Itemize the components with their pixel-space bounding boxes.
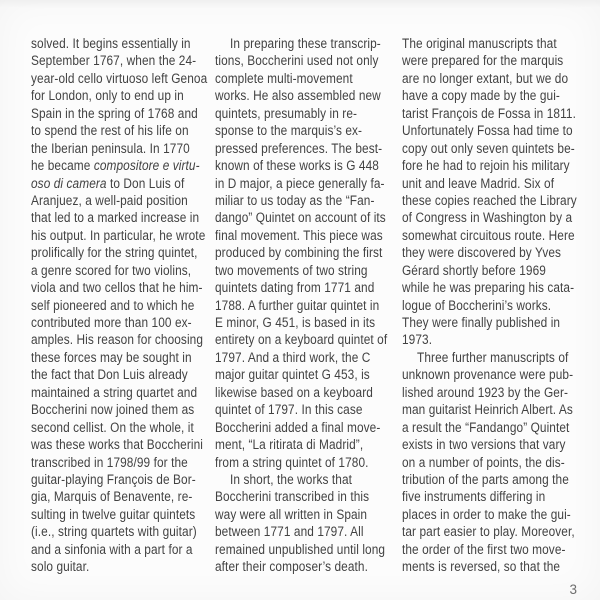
text-line: maintained a string quartet and <box>31 384 198 400</box>
text-line: In preparing these transcrip- <box>230 36 381 51</box>
text-line: quintets, presumably in re- <box>215 105 358 121</box>
text-line: gia, Marquis of Benavente, re- <box>31 489 193 505</box>
text-line: lished around 1923 by the Ger- <box>402 384 569 400</box>
text-line: miliar to us today as the “Fan- <box>215 192 375 208</box>
text-line: The original manuscripts that <box>402 36 557 51</box>
text-line: two movements of two string <box>215 262 368 278</box>
text-line: solo guitar. <box>31 559 90 575</box>
text-line: the fact that Don Luis already <box>31 367 188 383</box>
text-line: five instruments differing in <box>402 489 546 505</box>
text-line: 1797. And a third work, the C <box>215 349 371 365</box>
text-line: produced by combining the first <box>215 245 383 261</box>
text-line: tarist François de Fossa in 1811. <box>402 105 576 121</box>
text-line: quintets dating from 1771 and <box>215 280 375 296</box>
text-line: and a sinfonia with a part for a <box>31 541 193 557</box>
text-line: second cellist. On the whole, it <box>31 419 194 435</box>
text-line: 1973. <box>402 332 433 348</box>
text-line: transcribed in 1798/99 for the <box>31 454 188 470</box>
text-line: known of these works is G 448 <box>215 158 379 174</box>
text-line: his output. In particular, he wrote <box>31 227 206 243</box>
text-line: Boccherini transcribed in this <box>215 489 370 505</box>
text-line: quintet of 1797. In this case <box>215 402 363 418</box>
text-line: (i.e., string quartets with guitar) <box>31 524 197 540</box>
text-line: remained unpublished until long <box>215 541 386 557</box>
text-line: exists in two versions that vary <box>402 437 566 453</box>
text-line: unit and leave Madrid. Six of <box>402 175 555 191</box>
text-line: after their composer’s death. <box>215 559 368 575</box>
text-line: a result the “Fandango” Quintet <box>402 419 570 435</box>
text-line: these copies reached the Library <box>402 192 577 208</box>
text-line: complete multi-movement <box>215 70 353 86</box>
text-line: amples. His reason for choosing <box>31 332 204 348</box>
text-line: was these works that Boccherini <box>31 437 204 453</box>
text-line: that led to a marked increase in <box>31 210 200 226</box>
text-line: viola and two cellos that he him- <box>31 280 203 296</box>
text-line: Boccherini added a final move- <box>215 419 381 435</box>
text-line: Aranjuez, a well-paid position <box>31 192 188 208</box>
text-line: tar part easier to play. Moreover, <box>402 524 575 540</box>
text-line: oso di camera to Don Luis of <box>31 175 185 191</box>
text-line: works. He also assembled new <box>215 88 381 104</box>
text-line: pressed preferences. The best- <box>215 140 383 156</box>
text-line: Unfortunately Fossa had time to <box>402 123 573 139</box>
text-line: sponse to the marquis’s ex- <box>215 123 363 139</box>
text-line: prolifically for the string quintet, <box>31 245 198 261</box>
text-line: sulting in twelve guitar quintets <box>31 506 196 522</box>
text-line: a genre scored for two violins, <box>31 262 192 278</box>
text-line: major guitar quintet G 453, is <box>215 367 370 383</box>
text-line: They were finally published in <box>402 315 561 330</box>
text-line: fore he had to rejoin his military <box>402 158 570 174</box>
text-line: Spain in the spring of 1768 and <box>31 105 198 121</box>
text-line: copy out only seven quintets be- <box>402 140 575 156</box>
text-line: places in order to make the gui- <box>402 506 571 522</box>
text-line: while he was preparing his cata- <box>402 280 575 296</box>
text-line: between 1771 and 1797. All <box>215 524 364 540</box>
text-line: for London, only to end up in <box>31 88 184 104</box>
text-line: likewise based on a keyboard <box>215 384 373 400</box>
text-line: tribution of the parts among the <box>402 471 569 487</box>
text-line: entirety on a keyboard quintet of <box>215 332 388 348</box>
text-line: contributed more than 100 ex- <box>31 315 192 330</box>
text-line: ment, “La ritirata di Madrid”, <box>215 437 364 453</box>
text-line: Boccherini now joined them as <box>31 402 195 418</box>
text-line: ments is reversed, so that the <box>402 559 561 575</box>
text-line: solved. It begins essentially in <box>31 36 191 51</box>
text-line: self pioneered and to which he <box>31 297 195 313</box>
text-line: are no longer extant, but we do <box>402 70 569 86</box>
text-line: In short, the works that <box>230 471 353 487</box>
text-line: of Congress in Washington by a <box>402 210 573 226</box>
text-line: the Iberian peninsula. In 1770 <box>31 140 190 156</box>
text-line: the order of the first two move- <box>402 541 566 557</box>
text-line: were prepared for the marquis <box>402 53 564 69</box>
text-line: 1788. A further guitar quintet in <box>215 297 380 313</box>
page-number: 3 <box>569 582 577 597</box>
text-line: on a number of points, the dis- <box>402 454 565 470</box>
text-line: dango” Quintet on account of its <box>215 210 386 226</box>
text-column-middle <box>215 35 415 576</box>
text-line: in D major, a piece generally fa- <box>215 175 385 191</box>
text-line: somewhat circuitous route. Here <box>402 227 575 243</box>
text-line: he became compositore e virtu- <box>31 158 200 174</box>
text-line: man guitarist Heinrich Albert. As <box>402 402 573 418</box>
text-line: year-old cello virtuoso left Genoa <box>31 70 208 86</box>
text-line: tions, Boccherini used not only <box>215 53 379 69</box>
text-line: logue of Boccherini’s works. <box>402 297 552 313</box>
text-line: guitar-playing François de Bor- <box>31 471 196 487</box>
text-line: to spend the rest of his life on <box>31 123 189 139</box>
text-line: September 1767, when the 24- <box>31 53 197 69</box>
text-line: have a copy made by the gui- <box>402 88 560 104</box>
text-column-right <box>402 35 600 576</box>
text-line: Three further manuscripts of <box>417 349 569 365</box>
text-line: unknown provenance were pub- <box>402 367 574 383</box>
text-line: way were all written in Spain <box>215 506 368 522</box>
text-column-left <box>31 35 231 576</box>
text-line: final movement. This piece was <box>215 227 383 243</box>
text-line: they were discovered by Yves <box>402 245 562 261</box>
text-line: E minor, G 451, is based in its <box>215 315 376 330</box>
text-line: from a string quintet of 1780. <box>215 454 369 470</box>
text-line: Gérard shortly before 1969 <box>402 262 546 278</box>
text-line: these forces may be sought in <box>31 349 192 365</box>
